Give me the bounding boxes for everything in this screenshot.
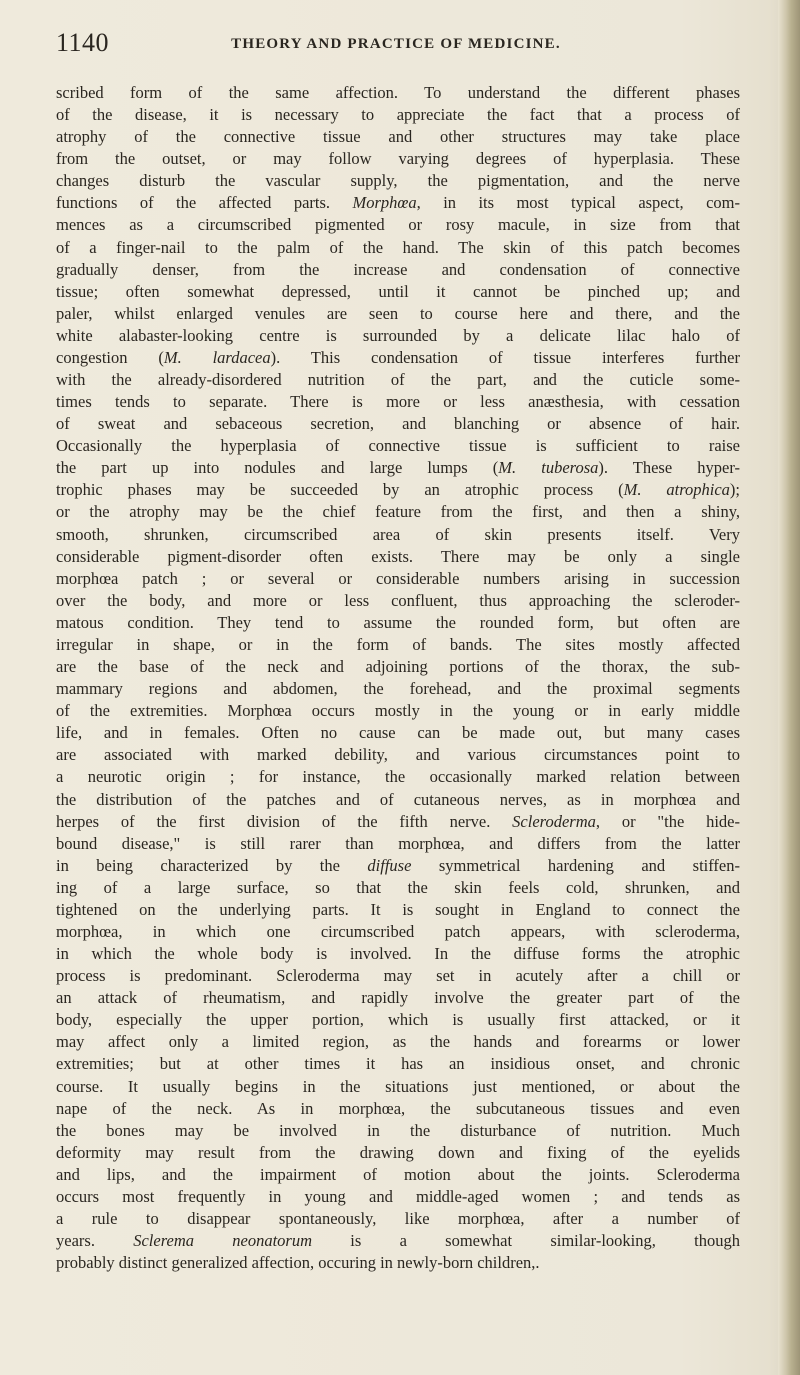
- text-run: tissue; often somewhat depressed, until it cannot be pinched up; and: [56, 281, 740, 301]
- text-line: [56, 391, 740, 413]
- text-run: an attack of rheumatism, and rapidly involve the greater part of the: [56, 988, 740, 1008]
- text-run: course. It usually begins in the situations just mentioned, or about the: [56, 1076, 740, 1096]
- text-line: [56, 877, 740, 899]
- italic-term: Morphœa: [352, 193, 417, 213]
- text-line: [56, 1142, 740, 1164]
- text-run: are associated with marked debility, and various circumstances point to: [56, 745, 740, 765]
- text-line: [56, 192, 740, 214]
- text-line: [56, 943, 740, 965]
- text-line: [56, 1098, 740, 1120]
- text-run: ). This condensation of tissue interferes further: [270, 347, 740, 367]
- text-line: [56, 237, 740, 259]
- text-line: [56, 1031, 740, 1053]
- text-run: , or "the hide-: [595, 811, 740, 831]
- text-run: of sweat and sebaceous secretion, and blanching or absence of hair.: [56, 414, 740, 434]
- text-run: occurs most frequently in young and middle-aged women ; and tends as: [56, 1186, 740, 1206]
- text-run: times tends to separate. There is more or less anæsthesia, with cessation: [56, 392, 740, 412]
- text-run: is a somewhat similar-looking, though: [312, 1231, 740, 1251]
- text-run: gradually denser, from the increase and condensation of connective: [56, 259, 740, 279]
- text-run: irregular in shape, or in the form of bands. The sites mostly affected: [56, 634, 740, 654]
- text-run: extremities; but at other times it has an insidious onset, and chronic: [56, 1054, 740, 1074]
- text-run: over the body, and more or less confluent, thus approaching the scleroder-: [56, 590, 740, 610]
- text-line: [56, 766, 740, 788]
- text-line: [56, 568, 740, 590]
- text-line: [56, 281, 740, 303]
- italic-term: M. lardacea: [163, 347, 271, 367]
- text-line: [56, 1009, 740, 1031]
- page-number: 1140: [56, 28, 110, 57]
- text-run: , in its most typical aspect, com-: [416, 193, 740, 213]
- italic-term: M. tuberosa: [498, 458, 599, 478]
- text-line: [56, 899, 740, 921]
- text-run: mammary regions and abdomen, the forehead, and the proximal segments: [56, 679, 740, 699]
- text-run: morphœa patch ; or several or considerable numbers arising in succession: [56, 568, 740, 588]
- text-line: [56, 700, 740, 722]
- text-run: life, and in females. Often no cause can be made out, but many cases: [56, 723, 740, 743]
- text-run: of a finger-nail to the palm of the hand. The skin of this patch becomes: [56, 237, 740, 257]
- text-run: years.: [56, 1231, 134, 1251]
- text-line: [56, 921, 740, 943]
- text-line: [56, 612, 740, 634]
- text-run: with the already-disordered nutrition of the part, and the cuticle some-: [56, 370, 740, 390]
- text-run: Occasionally the hyperplasia of connective tissue is sufficient to raise: [56, 436, 740, 456]
- text-line: [56, 987, 740, 1009]
- text-run: symmetrical hardening and stiffen-: [411, 855, 740, 875]
- text-line: [56, 678, 740, 700]
- text-line: [56, 590, 740, 612]
- text-run: body, especially the upper portion, which is usually first attacked, or it: [56, 1010, 740, 1030]
- text-run: and lips, and the impairment of motion about the joints. Scleroderma: [56, 1164, 740, 1184]
- text-run: of the disease, it is necessary to appreciate the fact that a process of: [56, 105, 740, 125]
- text-line: [56, 303, 740, 325]
- text-run: a rule to disappear spontaneously, like morphœa, after a number of: [56, 1208, 740, 1228]
- text-line: [56, 435, 740, 457]
- text-line: [56, 811, 740, 833]
- text-line: [56, 501, 740, 523]
- body-paragraph: [56, 82, 740, 1274]
- text-run: a neurotic origin ; for instance, the occasionally marked relation between: [56, 767, 740, 787]
- text-line: [56, 634, 740, 656]
- text-run: the distribution of the patches and of cutaneous nerves, as in morphœa and: [56, 789, 740, 809]
- text-run: paler, whilst enlarged venules are seen to course here and there, and the: [56, 303, 740, 323]
- italic-term: diffuse: [367, 855, 412, 875]
- text-run: are the base of the neck and adjoining portions of the thorax, the sub-: [56, 657, 740, 677]
- text-line: [56, 855, 740, 877]
- text-line: [56, 1252, 740, 1274]
- text-line: [56, 1076, 740, 1098]
- text-run: the bones may be involved in the disturbance of nutrition. Much: [56, 1120, 740, 1140]
- text-line: [56, 1186, 740, 1208]
- text-run: changes disturb the vascular supply, the pigmentation, and the nerve: [56, 171, 740, 191]
- text-run: mences as a circumscribed pigmented or rosy macule, in size from that: [56, 215, 740, 235]
- text-run: probably distinct generalized affection, occuring in newly-born children,.: [56, 1253, 540, 1273]
- text-line: [56, 347, 740, 369]
- text-line: [56, 457, 740, 479]
- text-line: [56, 479, 740, 501]
- text-line: [56, 1230, 740, 1252]
- text-line: [56, 965, 740, 987]
- text-line: [56, 722, 740, 744]
- text-line: [56, 744, 740, 766]
- text-run: deformity may result from the drawing down and fixing of the eyelids: [56, 1142, 740, 1162]
- text-line: [56, 82, 740, 104]
- text-line: [56, 170, 740, 192]
- text-line: [56, 325, 740, 347]
- text-run: tightened on the underlying parts. It is sought in England to connect the: [56, 899, 740, 919]
- text-line: [56, 214, 740, 236]
- text-run: matous condition. They tend to assume the rounded form, but often are: [56, 612, 740, 632]
- text-line: [56, 1164, 740, 1186]
- text-run: of the extremities. Morphœa occurs mostly in the young or in early middle: [56, 701, 740, 721]
- text-run: );: [729, 480, 741, 500]
- text-run: bound disease," is still rarer than morphœa, and differs from the latter: [56, 833, 740, 853]
- text-line: [56, 1208, 740, 1230]
- text-line: [56, 833, 740, 855]
- text-run: or the atrophy may be the chief feature from the first, and then a shiny,: [56, 502, 740, 522]
- text-run: white alabaster-looking centre is surrounded by a delicate lilac halo of: [56, 325, 740, 345]
- text-run: process is predominant. Scleroderma may set in acutely after a chill or: [56, 966, 740, 986]
- text-run: in being characterized by the: [56, 855, 368, 875]
- text-run: the part up into nodules and large lumps (: [56, 458, 499, 478]
- text-run: ). These hyper-: [598, 458, 740, 478]
- text-run: nape of the neck. As in morphœa, the subcutaneous tissues and even: [56, 1098, 740, 1118]
- text-line: [56, 1053, 740, 1075]
- italic-term: M. atrophica: [623, 480, 730, 500]
- text-run: in which the whole body is involved. In the diffuse forms the atrophic: [56, 944, 740, 964]
- text-line: [56, 546, 740, 568]
- italic-term: Scleroderma: [512, 811, 596, 831]
- text-run: morphœa, in which one circumscribed patch appears, with scleroderma,: [56, 921, 740, 941]
- text-line: [56, 104, 740, 126]
- text-line: [56, 524, 740, 546]
- text-line: [56, 656, 740, 678]
- page-header: [56, 28, 736, 68]
- page-edge-shadow: [778, 0, 800, 1375]
- text-line: [56, 126, 740, 148]
- text-run: smooth, shrunken, circumscribed area of skin presents itself. Very: [56, 524, 740, 544]
- text-run: ing of a large surface, so that the skin feels cold, shrunken, and: [56, 877, 740, 897]
- text-run: herpes of the first division of the fifth nerve.: [56, 811, 513, 831]
- text-run: may affect only a limited region, as the hands and forearms or lower: [56, 1032, 740, 1052]
- text-run: trophic phases may be succeeded by an atrophic process (: [56, 480, 624, 500]
- running-head: THEORY AND PRACTICE OF MEDICINE.: [231, 36, 561, 52]
- text-run: scribed form of the same affection. To understand the different phases: [56, 83, 740, 102]
- italic-term: Sclerema neonatorum: [133, 1231, 313, 1251]
- text-run: considerable pigment-disorder often exists. There may be only a single: [56, 546, 740, 566]
- text-line: [56, 369, 740, 391]
- text-line: [56, 413, 740, 435]
- text-run: congestion (: [56, 347, 164, 367]
- text-run: functions of the affected parts.: [56, 193, 353, 213]
- text-run: from the outset, or may follow varying degrees of hyperplasia. These: [56, 149, 740, 169]
- text-line: [56, 1120, 740, 1142]
- text-line: [56, 148, 740, 170]
- text-line: [56, 789, 740, 811]
- text-line: [56, 259, 740, 281]
- text-run: atrophy of the connective tissue and other structures may take place: [56, 127, 740, 147]
